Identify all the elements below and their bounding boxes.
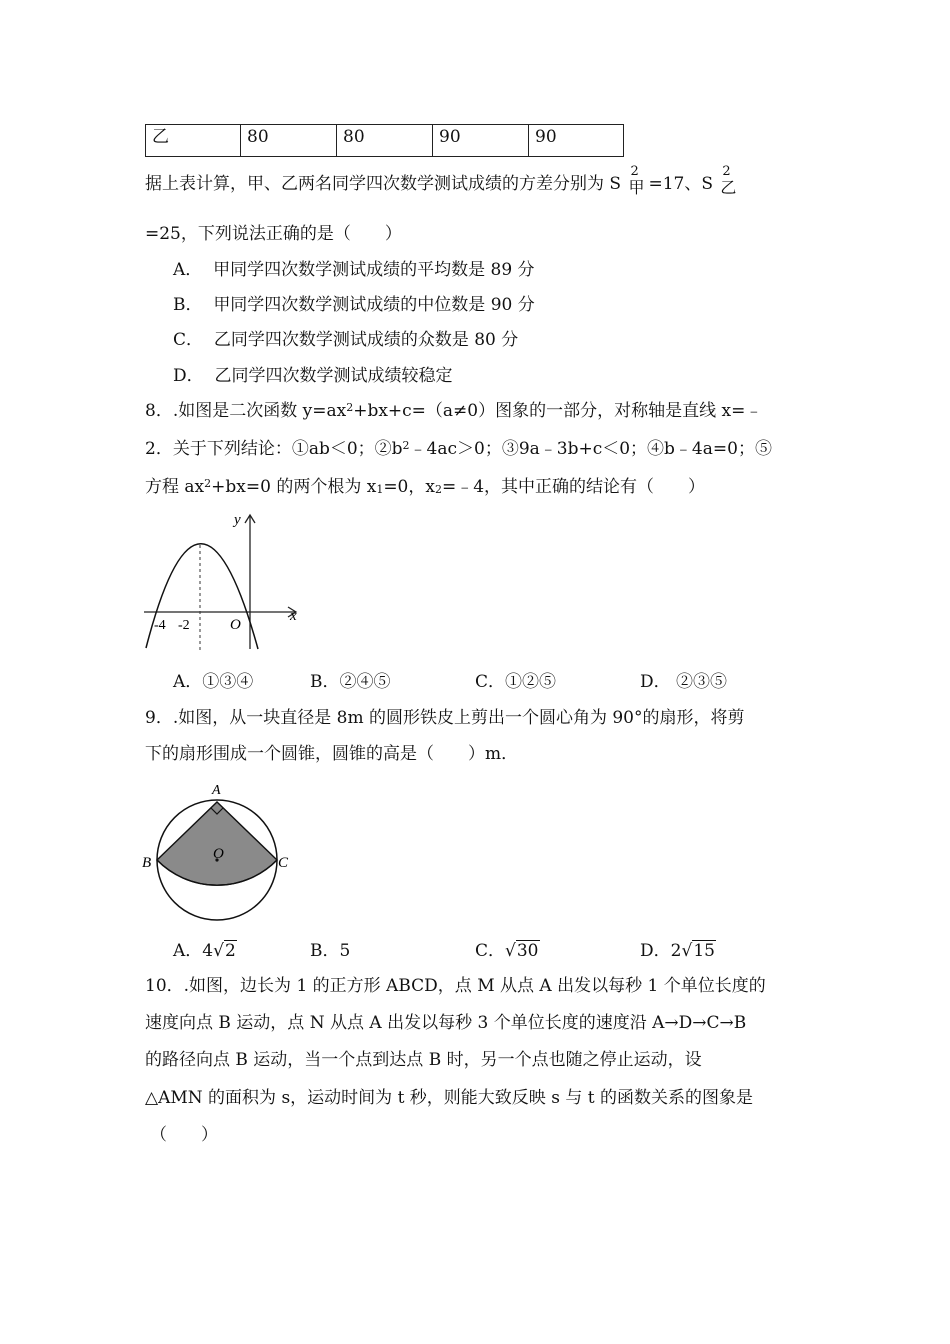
table-cell-label: 乙 [146,125,241,157]
table-cell: 90 [433,125,529,157]
table-cell: 90 [529,125,624,157]
label-a: A [212,783,221,798]
q9-option-c: C．√30 [475,941,539,961]
label-b: B [142,855,152,871]
table-row [146,125,624,157]
q9-line1: 9．.如图，从一块直径是 8m 的圆形铁皮上剪出一个圆心角为 90°的扇形，将剪 [145,708,745,728]
variance-jia: 2 甲 [628,164,645,197]
option-d: D． 乙同学四次数学测试成绩较稳定 [173,366,453,386]
q10-line4: △AMN 的面积为 s，运动时间为 t 秒，则能大致反映 s 与 t 的函数关系的图象是 [145,1088,753,1108]
q9-option-a: A．4√2 [173,941,236,961]
q8-option-d: D． ②③⑤ [640,672,728,692]
x-axis-label: x [290,608,297,624]
q9-option-b: B．5 [310,941,351,961]
question-stem: =25，下列说法正确的是（ ） [145,224,402,244]
q10-line3: 的路径向点 B 运动，当一个点到达点 B 时，另一个点也随之停止运动，设 [145,1050,702,1070]
option-b: B． 甲同学四次数学测试成绩的中位数是 90 分 [173,295,535,315]
score-table [145,124,624,157]
q10-line1: 10．.如图，边长为 1 的正方形 ABCD，点 M 从点 A 出发以每秒 1 个单位长度的 [145,976,766,996]
option-a: A． 甲同学四次数学测试成绩的平均数是 89 分 [173,260,535,280]
label-o: O [213,846,224,862]
text: 据上表计算，甲、乙两名同学四次数学测试成绩的方差分别为 S [145,174,622,194]
variance-yi: 2 乙 [720,164,737,197]
parabola-figure [140,505,310,655]
origin-label: O [230,617,241,633]
variance-line [145,164,740,197]
q10-line2: 速度向点 B 运动，点 N 从点 A 出发以每秒 3 个单位长度的速度沿 A→D→C→B [145,1013,747,1033]
tick-label-minus2: -2 [178,618,190,633]
q8-line3: 方程 $ax^2+bx=0$ 的两个根为 $x_1=0$，$x_2=﹣4$，其中正确的结论有（ ） [145,477,706,497]
q9-line2: 下的扇形围成一个圆锥，圆锥的高是（ ）m． [145,744,519,764]
q8-line1: 8．.如图是二次函数 $y=ax^2+bx+c=(a\ne 0)$图象的一部分，对称轴是直线 x=﹣ [145,401,763,421]
q8-option-b: B．②④⑤ [310,672,391,692]
circle-sector-figure [140,778,300,926]
tick-label-minus4: -4 [154,618,166,633]
option-c: C． 乙同学四次数学测试成绩的众数是 80 分 [173,330,519,350]
q8-option-a: A．①③④ [173,672,254,692]
y-axis-label: y [234,512,241,528]
q9-option-d: D．2√15 [640,941,715,961]
text: =17、S [648,174,713,194]
q10-line5: （ ） [150,1125,218,1145]
table-cell: 80 [241,125,337,157]
q8-line2: 2．关于下列结论：①ab＜0；$②b^2﹣4ac>0$；③9a﹣3b+c＜0；④b﹣4a=0；⑤ [145,439,772,459]
q8-option-c: C．①②⑤ [475,672,557,692]
table-cell: 80 [337,125,433,157]
label-c: C [278,855,289,871]
